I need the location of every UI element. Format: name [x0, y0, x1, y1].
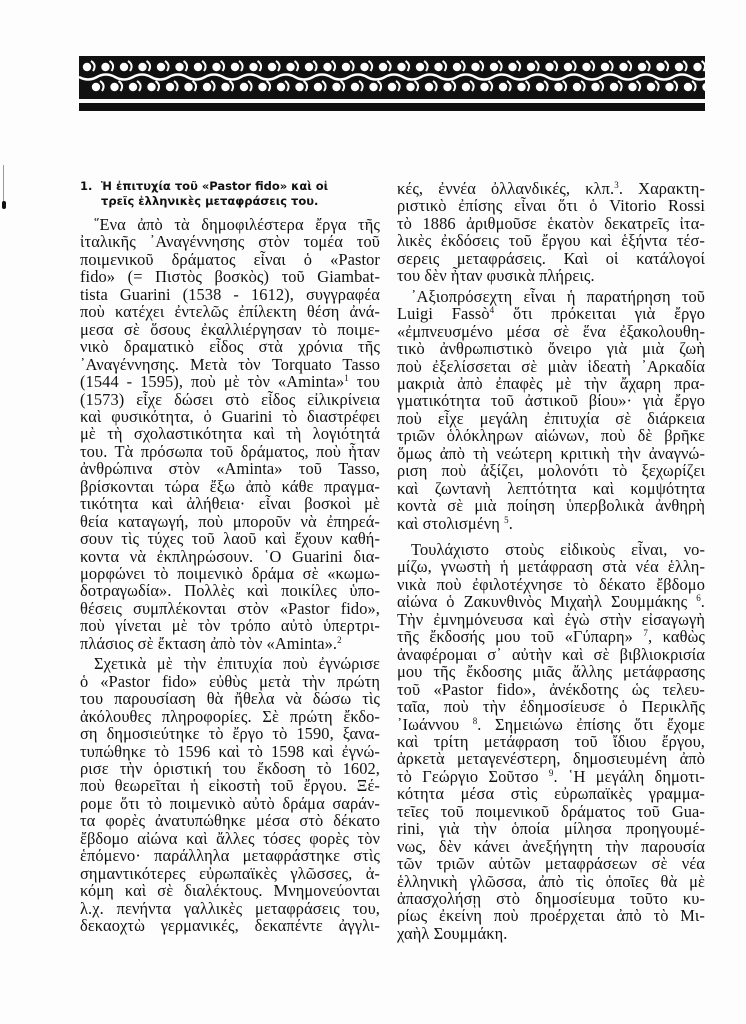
text-span: ἑλληνικὴ γλῶσσα, ἀπὸ τὶς ὁποῖες θὰ μὲ [397, 871, 705, 891]
text-span: ριση ποὺ ἀξίζει, μολονότι τὸ ξεχωρίζει [397, 461, 705, 481]
text-span: σημαντικότερες εὐρωπαϊκὲς γλῶσσες, ἀ- [80, 863, 380, 883]
text-span: λ.χ. πενήντα γαλλικὲς μεταφράσεις του, [80, 898, 380, 918]
text-span: τικὸ ἀνθρωπιστικὸ ὄνειρο γιὰ μιὰ ζωὴ [397, 339, 705, 359]
footnote-marker: 8 [472, 715, 478, 726]
text-line [397, 733, 705, 750]
text-span: rini, γιὰ τὴν ὁποία μίλησα προηγουμέ- [397, 819, 705, 839]
text-span: ποὺ θεωρεῖται ἡ εἰκοστὴ τοῦ ἔργου. Ξέ- [80, 776, 380, 796]
text-span: κότητα μέσα στὶς εὐρωπαϊκὲς γραμμα- [397, 784, 705, 804]
text-span: . Σημειώνω ἐπίσης ὅτι ἔχομε [477, 714, 705, 734]
text-line [80, 812, 380, 829]
footnote-marker: 4 [489, 305, 495, 316]
text-line [397, 305, 705, 322]
text-line [397, 663, 705, 680]
section-title-line-2: τρεῖς ἑλληνικὲς μεταφράσεις του. [101, 194, 319, 208]
text-span: ση δημοσιεύτηκε τὸ ἔργο τὸ 1590, ξανα- [80, 724, 380, 744]
text-line [80, 582, 380, 599]
text-line [80, 286, 380, 303]
text-span: ποὺ ἐξελίσσεται σὲ μιὰν ἰδεατὴ ᾿Αρκαδία [397, 356, 705, 376]
text-line [80, 548, 380, 565]
text-span: μὲ τὴ σχολαστικότητα καὶ τὴ λογιότητά [80, 424, 380, 444]
section-heading-cont [101, 194, 318, 208]
footnote-marker: 5 [504, 514, 509, 525]
text-span: κόμη καὶ σὲ διαλέκτους. Μνημονεύονται [80, 881, 380, 901]
text-span: γματικότητα τοῦ ἀστικοῦ βίου»· γιὰ ἔργο [397, 391, 705, 411]
text-span: δοτραγωδία». Πολλὲς καὶ ποικίλες ὑπο- [80, 581, 380, 601]
text-span: λικὲς ἐκδόσεις τοῦ ἔργου καὶ ἑξήντα τέσ- [397, 231, 705, 251]
text-span: τὸ Γεώργιο Σοῦτσο [397, 766, 549, 786]
text-line [397, 558, 705, 575]
text-line [80, 513, 380, 530]
text-line [80, 425, 380, 442]
section-heading [80, 179, 328, 193]
text-span: αἰώνα ὁ Ζακυνθινὸς Μιχαὴλ Σουμμάκης [397, 592, 697, 612]
text-span: τα φορὲς ἀνατυπώθηκε μέσα στὸ δέκατο [80, 811, 380, 831]
text-span: τικότητα καὶ ἀλήθεια· εἶναι βοσκοὶ μὲ [80, 494, 380, 514]
text-line [80, 617, 380, 634]
text-span: ριστικὸ ἐπίσης εἶναι ὅτι ὁ Vitorio Rossi [397, 196, 705, 216]
text-span: Τὴν ἐμνημόνευσα καὶ ἐγὼ στὴν εἰσαγωγὴ [397, 609, 705, 629]
text-span: ἀκόλουθες πληροφορίες. Σὲ πρώτη ἔκδο- [80, 706, 380, 726]
text-line [80, 917, 380, 934]
text-line [80, 443, 380, 460]
text-span: τὸ 1886 ἀριθμοῦσε ἑκατὸν δεκατρεῖς ἰτα- [397, 213, 705, 233]
text-line [397, 803, 705, 820]
text-line [80, 655, 380, 672]
text-line [80, 708, 380, 725]
margin-dot [2, 201, 6, 209]
text-span: ἀπασχολήσῃ στὸ δημοσίευμα τοῦτο κυ- [397, 889, 705, 908]
text-span: . [508, 513, 513, 533]
text-line [397, 890, 705, 907]
text-line [80, 268, 380, 285]
text-line [80, 600, 380, 617]
text-span: θέσεις συμπλέκονται στὸν «Pastor fido», [80, 598, 380, 618]
text-line [397, 288, 705, 305]
text-span: θεία καταγωγή, ποὺ μποροῦν νὰ ἐπηρεά- [80, 511, 380, 531]
text-span: (1573) εἶχε δώσει στὸ εἶδος εἰλικρίνεια [80, 389, 380, 409]
text-span: νως, δὲν κάνει ἀνεξήγητη τὴν παρουσία [397, 836, 705, 856]
text-span: ἰταλικῆς ᾿Αναγέννησης στὸν τομέα τοῦ [80, 232, 380, 252]
text-line [80, 251, 380, 268]
text-line [397, 646, 705, 663]
text-span: Σχετικὰ μὲ τὴν ἐπιτυχία ποὺ ἐγνώρισε [94, 654, 380, 674]
text-span: νικὸ δραματικὸ εἶδος στὰ χρόνια τῆς [80, 337, 380, 357]
section-number: 1. [80, 179, 93, 193]
text-span: κοντα νὰ ἐκπληρώσουν. ῾Ο Guarini δια- [80, 546, 380, 566]
text-span: . Χαρακτη- [618, 179, 705, 198]
text-span: . ῾Η μεγάλη δημοτι- [553, 766, 705, 786]
text-span: ρισε τὴν ὁριστική του ἔκδοση τὸ 1602, [80, 758, 380, 778]
text-span: ὅμως ἀπὸ τὴ νεώτερη κριτικὴ τὴν ἀναγνώ- [397, 443, 705, 463]
text-span: τεῖες τοῦ ποιμενικοῦ δράματος τοῦ Gua- [397, 801, 705, 821]
text-line [397, 576, 705, 593]
text-line [80, 865, 380, 882]
text-line [80, 391, 380, 408]
text-span: μορφώνει τὸ ποιμενικὸ δράμα σὲ «κωμω- [80, 564, 380, 583]
text-span: Luigi Fassò [397, 304, 490, 324]
text-span: ταῖα, ποὺ τὴν ἐδημοσίευσε ὁ Περικλῆς [397, 697, 705, 717]
text-span: του. Τὰ πρόσωπα τοῦ δράματος, ποὺ ἦταν [80, 441, 380, 461]
text-span: (1544 - 1595), ποὺ μὲ τὸν «Aminta» [80, 372, 345, 392]
text-line [397, 716, 705, 733]
text-line [80, 565, 380, 582]
text-line [397, 267, 705, 284]
text-span: fido» (= Πιστὸς βοσκὸς) τοῦ Giambat- [80, 267, 380, 287]
text-line [397, 323, 705, 340]
margin-tick [3, 165, 4, 203]
text-line [397, 232, 705, 249]
text-line [397, 410, 705, 427]
text-line [397, 593, 705, 610]
text-span: Τουλάχιστο στοὺς εἰδικοὺς εἶναι, νο- [411, 540, 705, 559]
text-span: καὶ τρίτη μετάφραση τοῦ ἴδιου ἔργου, [397, 731, 705, 751]
text-line [397, 427, 705, 444]
text-span: μεσα σὲ ὅσους ἐκαλλιέργησαν τὸ ποιμε- [80, 319, 380, 339]
text-line [80, 725, 380, 742]
text-line [80, 216, 380, 233]
text-line [80, 777, 380, 794]
text-line [397, 445, 705, 462]
text-line [397, 392, 705, 409]
text-line [397, 215, 705, 232]
text-span: του [348, 372, 380, 392]
text-span: ἀνθρώπινα στὸν «Aminta» τοῦ Tasso, [80, 459, 380, 479]
text-line [80, 356, 380, 373]
text-span: ἀναφέρομαι σ᾿ αὐτὴν καὶ σὲ βιβλιοκρισία [397, 644, 705, 664]
text-span: τῶν τριῶν αὐτῶν μεταφράσεων σὲ νέα [397, 854, 705, 874]
text-line [80, 795, 380, 812]
text-span: τοῦ «Pastor fido», ἀνέκδοτης ὡς τελευ- [397, 679, 705, 699]
text-span: τυπώθηκε τὸ 1596 καὶ τὸ 1598 καὶ ἐγνώ- [80, 741, 380, 761]
text-span: ᾿Αναγέννησης. Μετὰ τὸν Torquato Tasso [80, 354, 380, 374]
text-line [397, 820, 705, 837]
text-line [397, 750, 705, 767]
text-line [397, 462, 705, 479]
text-span: τῆς ἔκδοσής μου τοῦ «Γύπαρη» [397, 627, 644, 647]
footnote-marker: 9 [548, 767, 554, 778]
text-span: κές, ἐννέα ὀλλανδικές, κλπ. [397, 179, 615, 198]
text-span: ρομε ὅτι τὸ ποιμενικὸ αὐτὸ δράμα σαράν- [80, 793, 380, 813]
text-span: του παρουσίαση θὰ ἤθελα νὰ δώσω τὶς [80, 689, 380, 709]
footnote-marker: 6 [696, 593, 701, 604]
text-line [397, 838, 705, 855]
text-line [397, 681, 705, 698]
text-span: ἀρκετὰ μεταγενέστερη, δημοσιευμένη ἀπὸ [397, 749, 705, 769]
text-line [80, 690, 380, 707]
text-span: ποιμενικοῦ δράματος εἶναι ὁ «Pastor [80, 249, 380, 269]
text-span: ᾿Αξιοπρόσεχτη εἶναι ἡ παρατήρηση τοῦ [411, 286, 705, 306]
text-line [397, 785, 705, 802]
text-span: καὶ ζωντανὴ λεπτότητα καὶ κομψότητα [397, 478, 705, 498]
text-span: σερεις μεταφράσεις. Καὶ οἱ κατάλογοί [397, 248, 705, 268]
text-line [80, 847, 380, 864]
text-span: ἔβδομο αἰώνα καὶ ἄλλες τόσες φορὲς τὸν [80, 828, 380, 848]
text-span: «ἐμπνευσμένο μέσα σὲ ἕνα ἐξακολουθη- [397, 321, 705, 341]
text-span: χαὴλ Σουμμάκη. [397, 923, 508, 943]
text-line [80, 408, 380, 425]
text-span: μίζω, γνωστὴ ἡ μετάφραση στὰ νέα ἑλλη- [397, 557, 705, 577]
text-span: καὶ φυσικότητα, ὁ Guarini τὸ διαστρέφει [80, 406, 380, 426]
ornament-pattern-icon [79, 56, 705, 113]
text-line [397, 480, 705, 497]
text-line [397, 768, 705, 785]
text-span: ῞Ενα ἀπὸ τὰ δημοφιλέστερα ἔργα τῆς [94, 215, 380, 234]
text-line [397, 358, 705, 375]
text-line [397, 925, 705, 942]
text-span: ποὺ εἶχε μεγάλη ἐπιτυχία σὲ διάρκεια [397, 408, 705, 428]
footnote-marker: 3 [614, 180, 619, 190]
text-span: tista Guarini (1538 - 1612), συγγραφέα [80, 284, 380, 304]
text-span: σουν τὶς τύχες τοῦ λαοῦ καὶ ἔχουν καθή- [80, 529, 380, 549]
text-span: μου τῆς ἔκδοσης μιᾶς ἄλλης μετάφρασης [397, 662, 705, 682]
text-span: ὁ «Pastor fido» εὐθὺς μετὰ τὴν πρώτη [80, 671, 380, 691]
text-line [80, 495, 380, 512]
text-line [80, 830, 380, 847]
text-span: ὅτι πρόκειται γιὰ ἔργο [494, 304, 705, 324]
text-line [397, 873, 705, 890]
text-line [80, 760, 380, 777]
ornamental-header-border [79, 56, 705, 113]
section-title-line-1: Ἡ ἐπιτυχία τοῦ «Pastor fido» καὶ οἱ [101, 179, 329, 193]
text-span: ᾿Ιωάννου [397, 714, 473, 734]
text-span: τριῶν ὁλόκληρων αἰώνων, ποὺ δὲ βρῆκε [397, 426, 705, 446]
text-line [80, 673, 380, 690]
text-line [397, 855, 705, 872]
text-span: , καθὼς [648, 627, 705, 647]
text-span: ἑπόμενο· παράλληλα μεταφράστηκε στὶς [80, 846, 380, 866]
text-line [80, 321, 380, 338]
footnote-marker: 2 [337, 634, 342, 645]
text-span: ρίως ἐκείνη ποὺ προέρχεται ἀπὸ τὸ Μι- [397, 906, 705, 926]
text-span: ποὺ γίνεται μὲ τὸν τρόπο αὐτὸ ὑπερτρι- [80, 616, 380, 636]
text-line [397, 250, 705, 267]
footnote-marker: 1 [344, 373, 349, 384]
text-line [80, 233, 380, 250]
text-line [80, 900, 380, 917]
text-span: κοντὰ σὲ μιὰ ποίηση ὑπερβολικὰ ἀνθηρὴ [397, 496, 705, 516]
text-line [397, 375, 705, 392]
text-line [397, 628, 705, 645]
text-line [397, 698, 705, 715]
margin-mark [2, 165, 6, 210]
text-line [397, 515, 705, 532]
text-line [80, 460, 380, 477]
text-line [397, 197, 705, 214]
text-line [397, 180, 705, 197]
text-line [397, 497, 705, 514]
text-line [80, 743, 380, 760]
text-span: δεκαοχτὼ γερμανικές, δεκαπέντε ἀγγλι- [80, 916, 380, 935]
text-span: νικὰ ποὺ ἐφιλοτέχνησε τὸ δέκατο ἔβδομο [397, 574, 705, 594]
text-line [80, 530, 380, 547]
text-line [397, 907, 705, 924]
text-span: καὶ στολισμένη [397, 513, 505, 533]
text-line [80, 882, 380, 899]
text-line [80, 338, 380, 355]
text-span: μακριὰ ἀπὸ ἐπαφὲς μὲ τὴν ἄχαρη πρα- [397, 373, 705, 393]
text-span: ποὺ κατέχει ἐντελῶς ἐπίλεκτη θέση ἀνά- [80, 302, 380, 322]
footnote-marker: 7 [643, 628, 649, 639]
text-line [397, 340, 705, 357]
text-span: . [700, 592, 705, 612]
text-line [80, 478, 380, 495]
text-line [80, 373, 380, 390]
text-span: πλάσιος σὲ ἔκταση ἀπὸ τὸν «Aminta». [80, 633, 338, 653]
text-span: του δὲν ἦταν φυσικὰ πλήρεις. [397, 266, 595, 286]
text-line [80, 303, 380, 320]
text-span: βρίσκονται τώρα ἔξω ἀπὸ κάθε πραγμα- [80, 476, 380, 496]
text-line [397, 541, 705, 558]
text-line [80, 635, 380, 652]
text-line [397, 611, 705, 628]
